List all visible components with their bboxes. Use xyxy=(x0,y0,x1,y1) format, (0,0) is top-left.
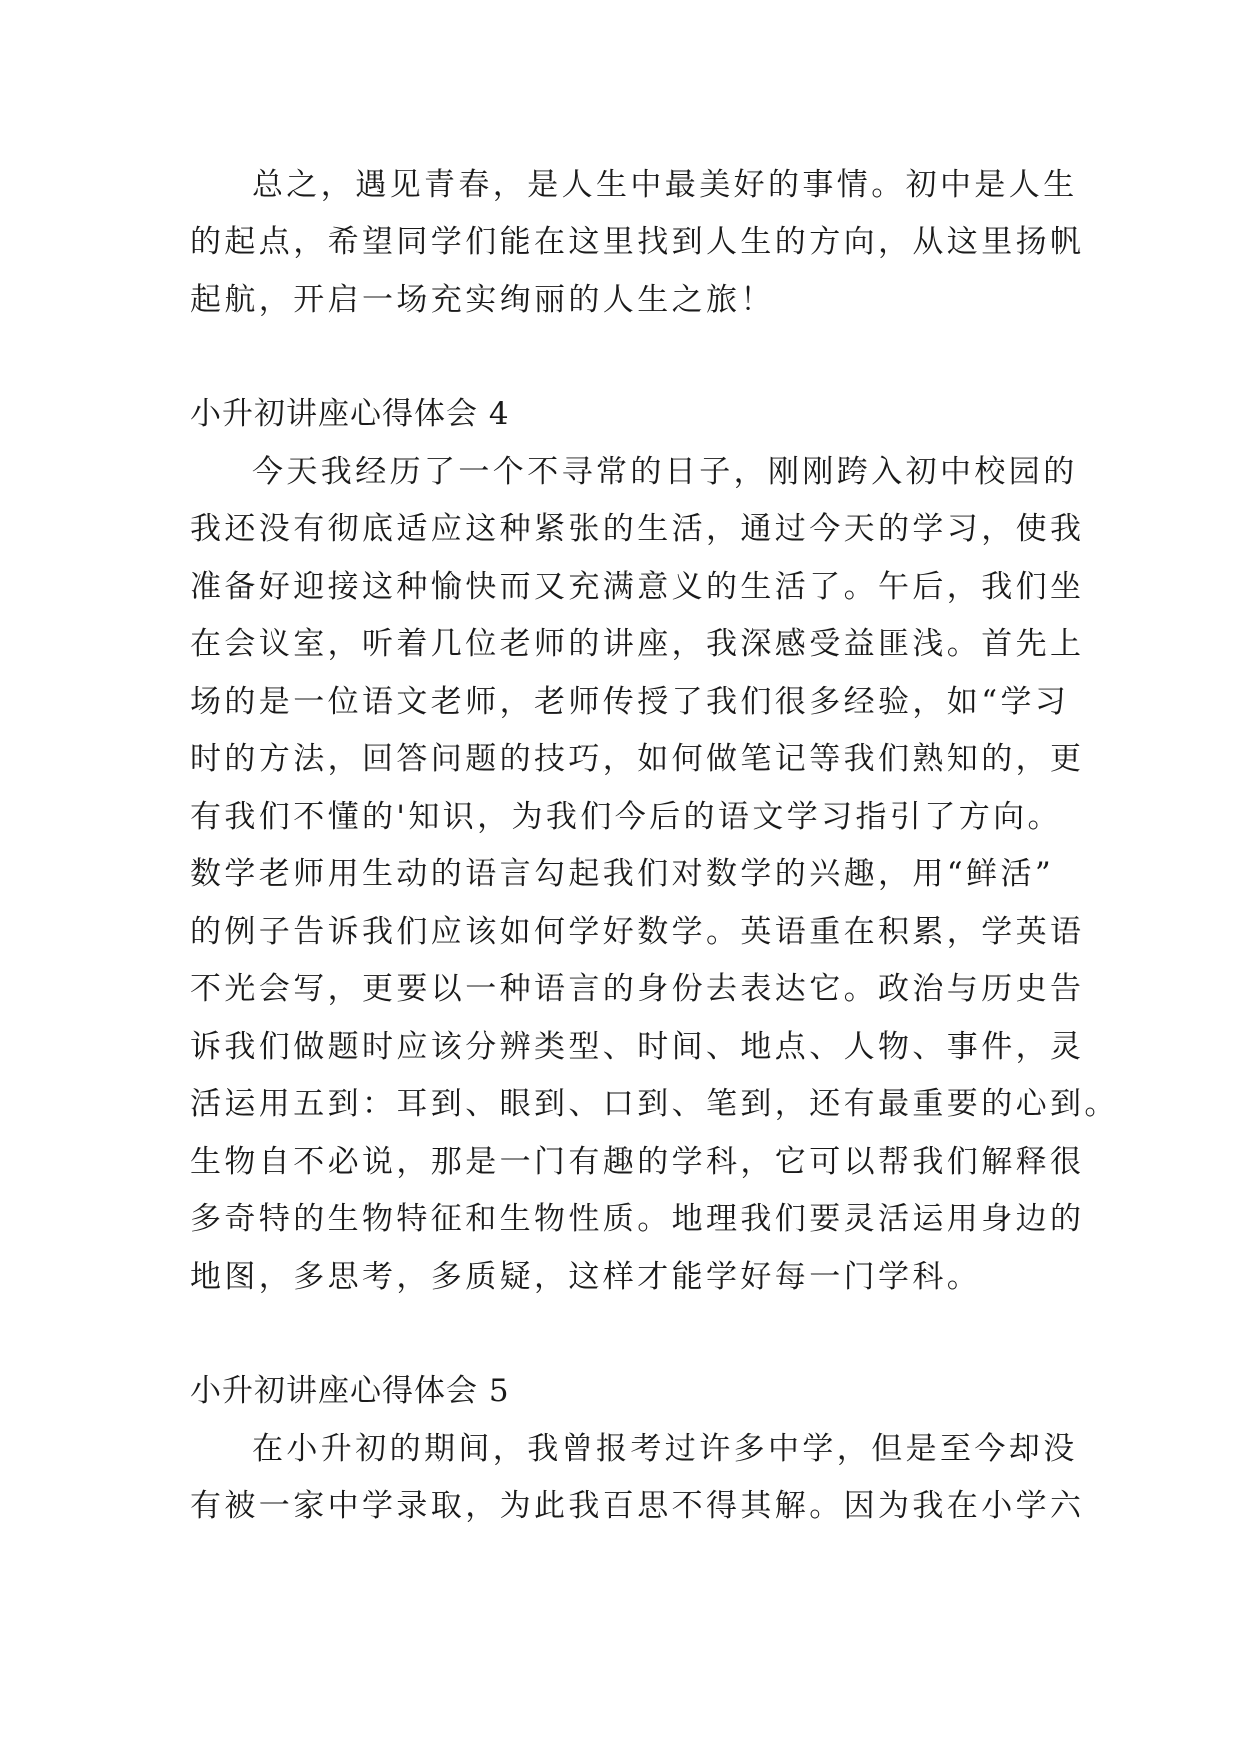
paragraph-line: 场的是一位语文老师，老师传授了我们很多经验，如“学习 xyxy=(190,684,1070,720)
paragraph-line: 活运用五到：耳到、眼到、口到、笔到，还有最重要的心到。 xyxy=(190,1086,1119,1122)
paragraph-line: 有被一家中学录取，为此我百思不得其解。因为我在小学六 xyxy=(190,1488,1085,1524)
paragraph-line: 的例子告诉我们应该如何学好数学。英语重在积累，学英语 xyxy=(190,914,1085,950)
section-heading: 小升初讲座心得体会 5 xyxy=(190,1373,510,1409)
paragraph-line: 数学老师用生动的语言勾起我们对数学的兴趣，用“鲜活” xyxy=(190,856,1055,892)
paragraph-line: 准备好迎接这种愉快而又充满意义的生活了。午后，我们坐 xyxy=(190,569,1085,605)
paragraph-line: 生物自不必说，那是一门有趣的学科，它可以帮我们解释很 xyxy=(190,1144,1085,1180)
paragraph-line: 总之，遇见青春，是人生中最美好的事情。初中是人生 xyxy=(252,167,1078,203)
section-heading: 小升初讲座心得体会 4 xyxy=(190,396,510,432)
paragraph-line: 有我们不懂的'知识，为我们今后的语文学习指引了方向。 xyxy=(190,799,1062,835)
paragraph-line: 在会议室，听着几位老师的讲座，我深感受益匪浅。首先上 xyxy=(190,626,1085,662)
paragraph-line: 诉我们做题时应该分辨类型、时间、地点、人物、事件，灵 xyxy=(190,1029,1085,1065)
paragraph-line: 多奇特的生物特征和生物性质。地理我们要灵活运用身边的 xyxy=(190,1201,1085,1237)
paragraph-line: 我还没有彻底适应这种紧张的生活，通过今天的学习，使我 xyxy=(190,511,1085,547)
paragraph-line: 地图，多思考，多质疑，这样才能学好每一门学科。 xyxy=(190,1259,982,1295)
paragraph-line: 时的方法，回答问题的技巧，如何做笔记等我们熟知的，更 xyxy=(190,741,1085,777)
paragraph-line: 今天我经历了一个不寻常的日子，刚刚跨入初中校园的 xyxy=(252,454,1078,490)
paragraph-line: 起航，开启一场充实绚丽的人生之旅！ xyxy=(190,282,775,318)
paragraph-line: 不光会写，更要以一种语言的身份去表达它。政治与历史告 xyxy=(190,971,1085,1007)
paragraph-line: 的起点，希望同学们能在这里找到人生的方向，从这里扬帆 xyxy=(190,224,1085,260)
paragraph-line: 在小升初的期间，我曾报考过许多中学，但是至今却没 xyxy=(252,1431,1078,1467)
